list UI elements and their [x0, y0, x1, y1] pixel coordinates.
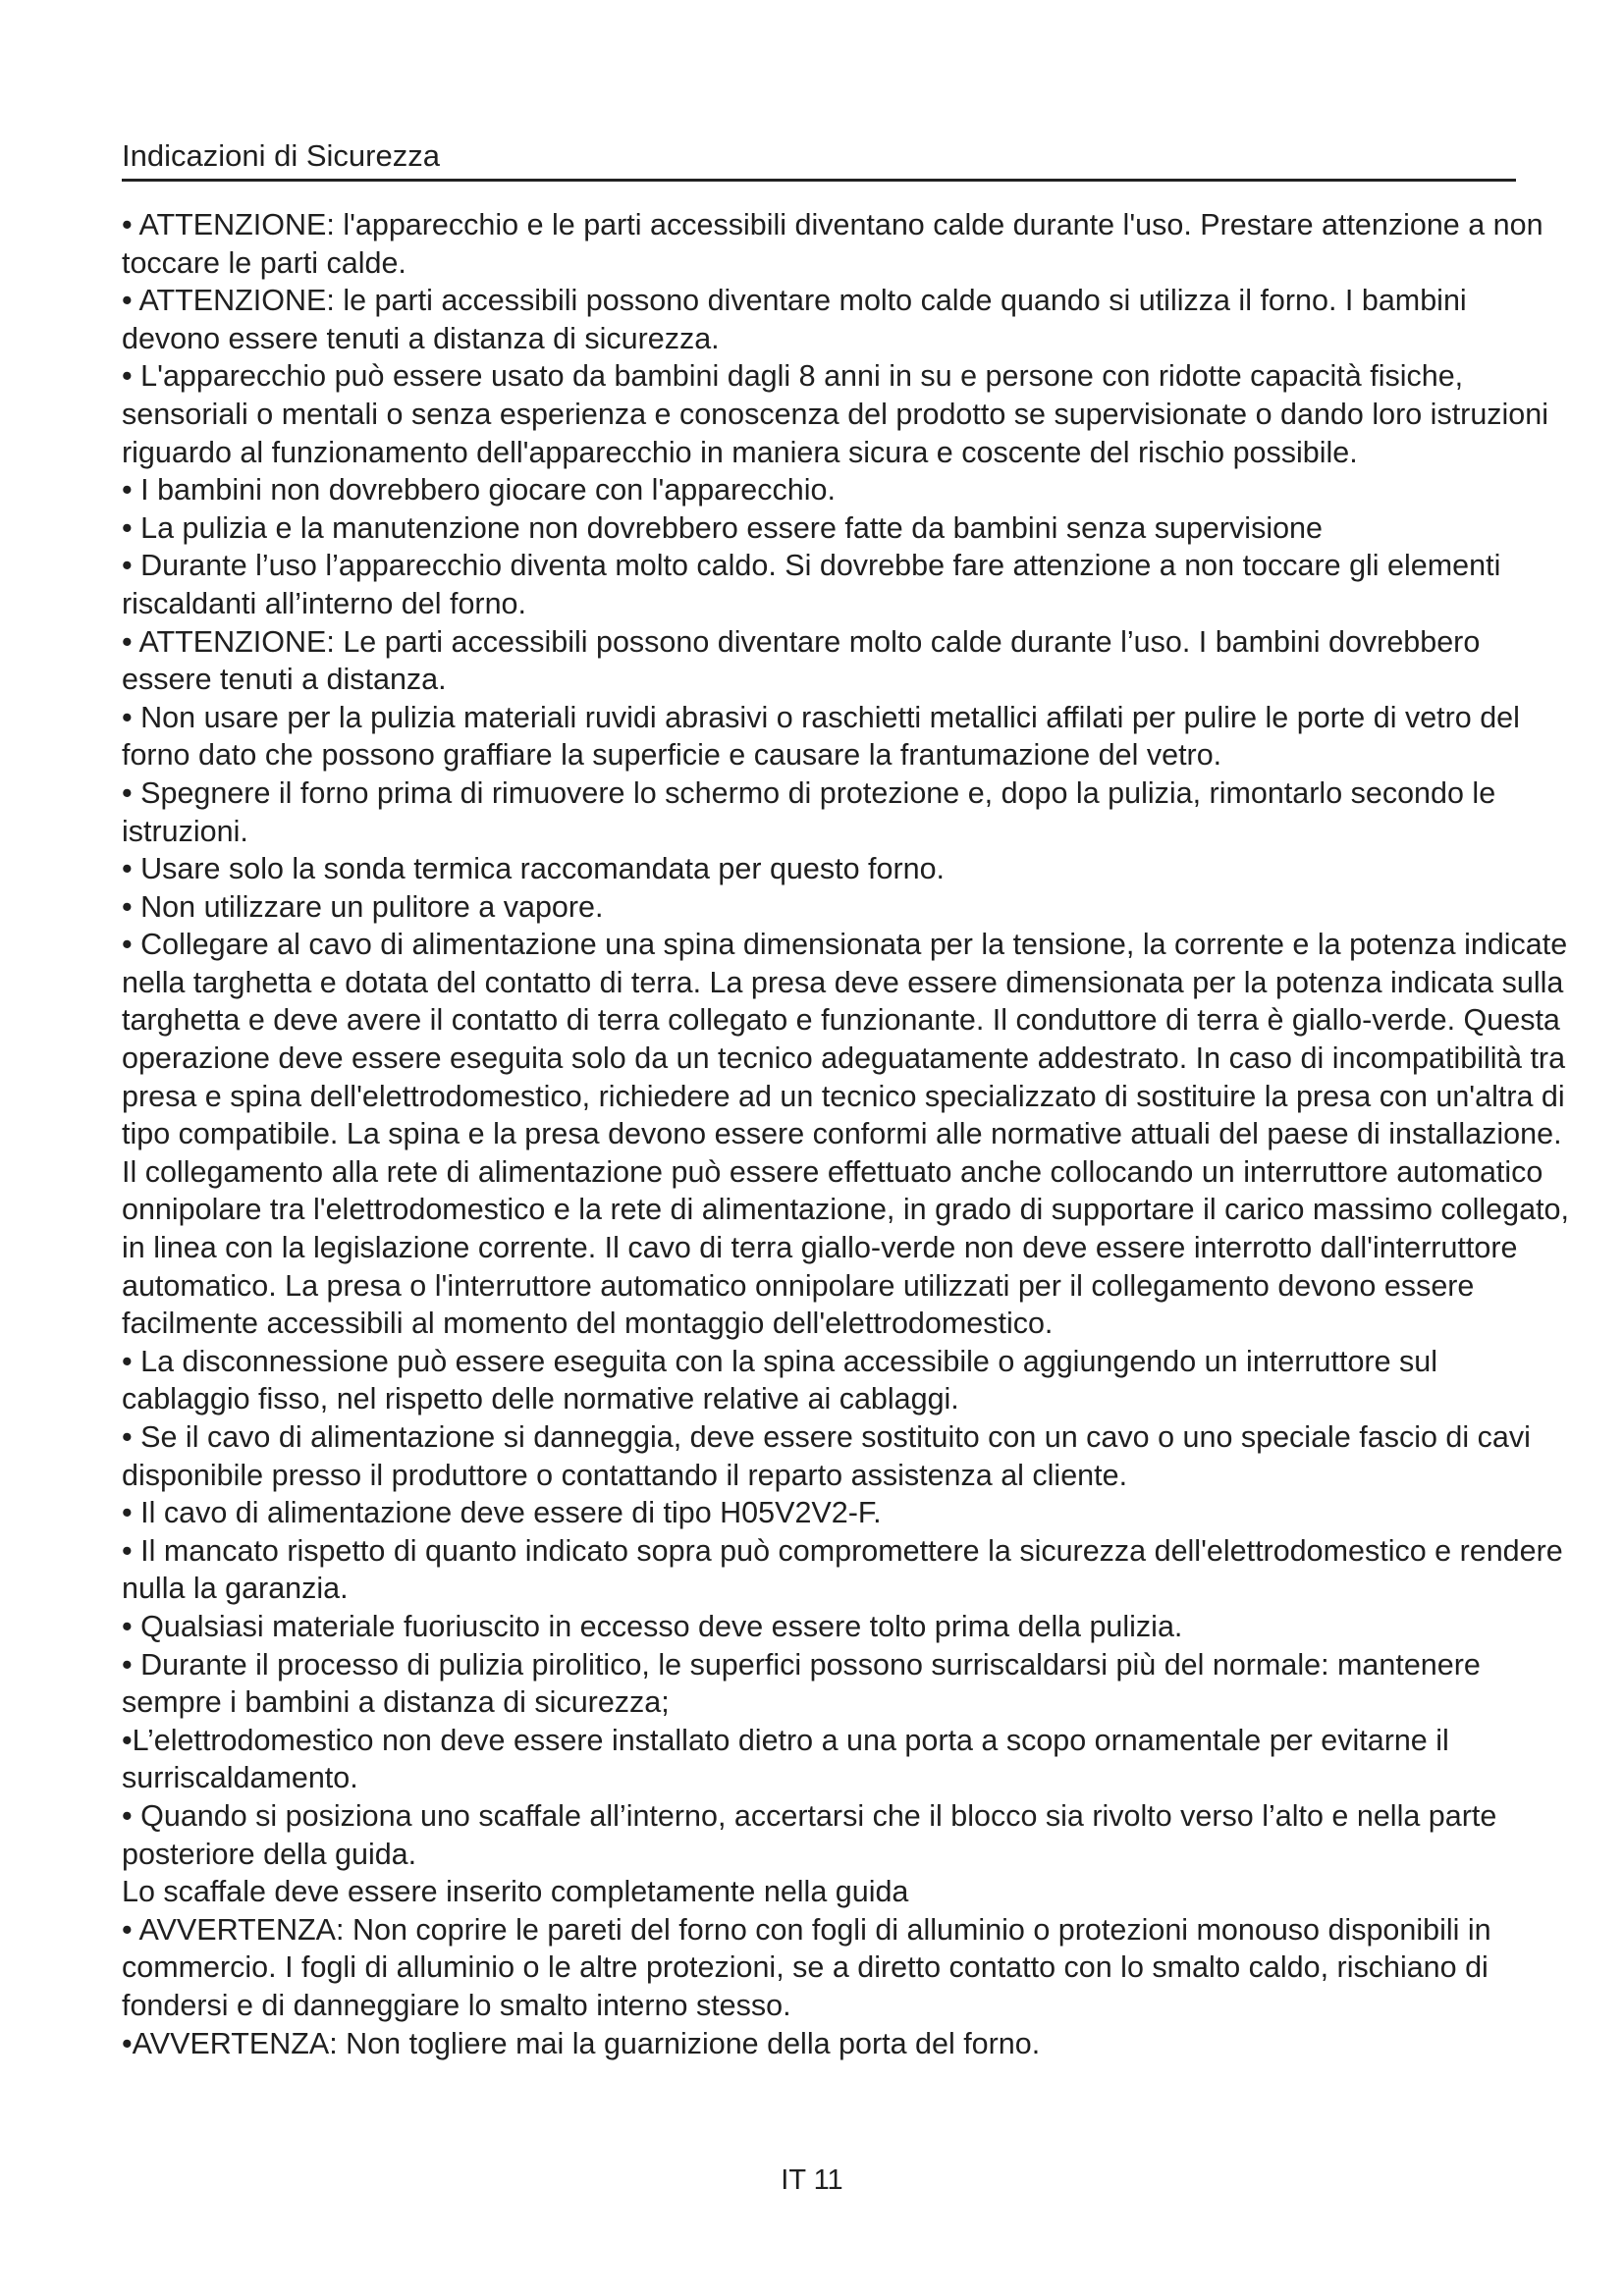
safety-instructions — [122, 206, 1573, 2062]
safety-item: • ATTENZIONE: l'apparecchio e le parti accessibili diventano calde durante l'uso. Prestare attenzione a non toccare le parti calde. — [122, 208, 1543, 280]
safety-item: Lo scaffale deve essere inserito completamente nella guida — [122, 1875, 909, 1909]
safety-item: • Il mancato rispetto di quanto indicato sopra può compromettere la sicurezza dell'elettrodomestico e rendere nulla la garanzia. — [122, 1533, 1563, 1606]
safety-item: • Non usare per la pulizia materiali ruvidi abrasivi o raschietti metallici affilati per pulire le porte di vetro del forno dato che possono graffiare la superficie e causare la frantumazione del vetro. — [122, 700, 1520, 773]
safety-item: • Non utilizzare un pulitore a vapore. — [122, 889, 604, 924]
safety-item: •L’elettrodomestico non deve essere installato dietro a una porta a scopo ornamentale per evitarne il surriscaldamento. — [122, 1723, 1449, 1795]
safety-item: • La disconnessione può essere eseguita con la spina accessibile o aggiungendo un interruttore sul cablaggio fisso, nel rispetto delle normative relative ai cablaggi. — [122, 1344, 1438, 1416]
safety-item: • ATTENZIONE: le parti accessibili possono diventare molto calde quando si utilizza il forno. I bambini devono essere tenuti a distanza di sicurezza. — [122, 284, 1467, 355]
safety-item: • ATTENZIONE: Le parti accessibili possono diventare molto calde durante l’uso. I bambini dovrebbero essere tenuti a distanza. — [122, 624, 1481, 697]
safety-item: • Qualsiasi materiale fuoriuscito in eccesso deve essere tolto prima della pulizia. — [122, 1609, 1183, 1643]
safety-item: • L'apparecchio può essere usato da bambini dagli 8 anni in su e persone con ridotte capacità fisiche, sensoriali o mentali o senza esperienza e conoscenza del prodotto se supervisionate o dando loro istruzioni riguardo al funzionamento dell'apparecchio in maniera sicura e coscente del rischio possibile. — [122, 359, 1549, 469]
safety-item: • Quando si posiziona uno scaffale all’interno, accertarsi che il blocco sia rivolto verso l’alto e nella parte posteriore della guida. — [122, 1798, 1497, 1871]
safety-item: • Spegnere il forno prima di rimuovere lo schermo di protezione e, dopo la pulizia, rimontarlo secondo le istruzioni. — [122, 775, 1496, 848]
safety-item: • Usare solo la sonda termica raccomandata per questo forno. — [122, 852, 946, 886]
safety-item: • Durante l’uso l’apparecchio diventa molto caldo. Si dovrebbe fare attenzione a non toccare gli elementi riscaldanti all’interno del forno. — [122, 549, 1501, 620]
safety-item: • Se il cavo di alimentazione si danneggia, deve essere sostituito con un cavo o uno speciale fascio di cavi disponibile presso il produttore o contattando il reparto assistenza al cliente. — [122, 1420, 1531, 1492]
safety-item: • AVVERTENZA: Non coprire le pareti del forno con fogli di alluminio o protezioni monouso disponibili in commercio. I fogli di alluminio o le altre protezioni, se a diretto contatto con lo smalto caldo, rischiano di fondersi e di danneggiare lo smalto interno stesso. — [122, 1912, 1491, 2022]
page-title: Indicazioni di Sicurezza — [122, 138, 440, 173]
safety-item: • Il cavo di alimentazione deve essere di tipo H05V2V2-F. — [122, 1496, 882, 1530]
safety-item: • Durante il processo di pulizia pirolitico, le superfici possono surriscaldarsi più del normale: mantenere sempre i bambini a distanza di sicurezza; — [122, 1647, 1481, 1720]
page-header — [122, 137, 1516, 182]
safety-item: • I bambini non dovrebbero giocare con l'apparecchio. — [122, 473, 836, 507]
safety-item: • La pulizia e la manutenzione non dovrebbero essere fatte da bambini senza supervisione — [122, 510, 1323, 545]
safety-item: • Collegare al cavo di alimentazione una spina dimensionata per la tensione, la corrente e la potenza indicate nella targhetta e dotata del contatto di terra. La presa deve essere dimensionata per la potenza indicata sulla targhetta e deve avere il contatto di terra collegato e funzionante. Il conduttore di terra è giallo-verde. Questa operazione deve essere eseguita solo da un tecnico adeguatamente addestrato. In caso di incompatibilità tra presa e spina dell'elettrodomestico, richiedere ad un tecnico specializzato di sostituire la presa con un'altra di tipo compatibile. La spina e la presa devono essere conformi alle normative attuali del paese di installazione. Il collegamento alla rete di alimentazione può essere effettuato anche collocando un interruttore automatico onnipolare tra l'elettrodomestico e la rete di alimentazione, in grado di supportare il carico massimo collegato, in linea con la legislazione corrente. Il cavo di terra giallo-verde non deve essere interrotto dall'interruttore automatico. La presa o l'interruttore automatico onnipolare utilizzati per il collegamento devono essere facilmente accessibili al momento del montaggio dell'elettrodomestico. — [122, 928, 1569, 1341]
safety-item: •AVVERTENZA: Non togliere mai la guarnizione della porta del forno. — [122, 2026, 1041, 2060]
page-number: IT 11 — [781, 2164, 843, 2196]
